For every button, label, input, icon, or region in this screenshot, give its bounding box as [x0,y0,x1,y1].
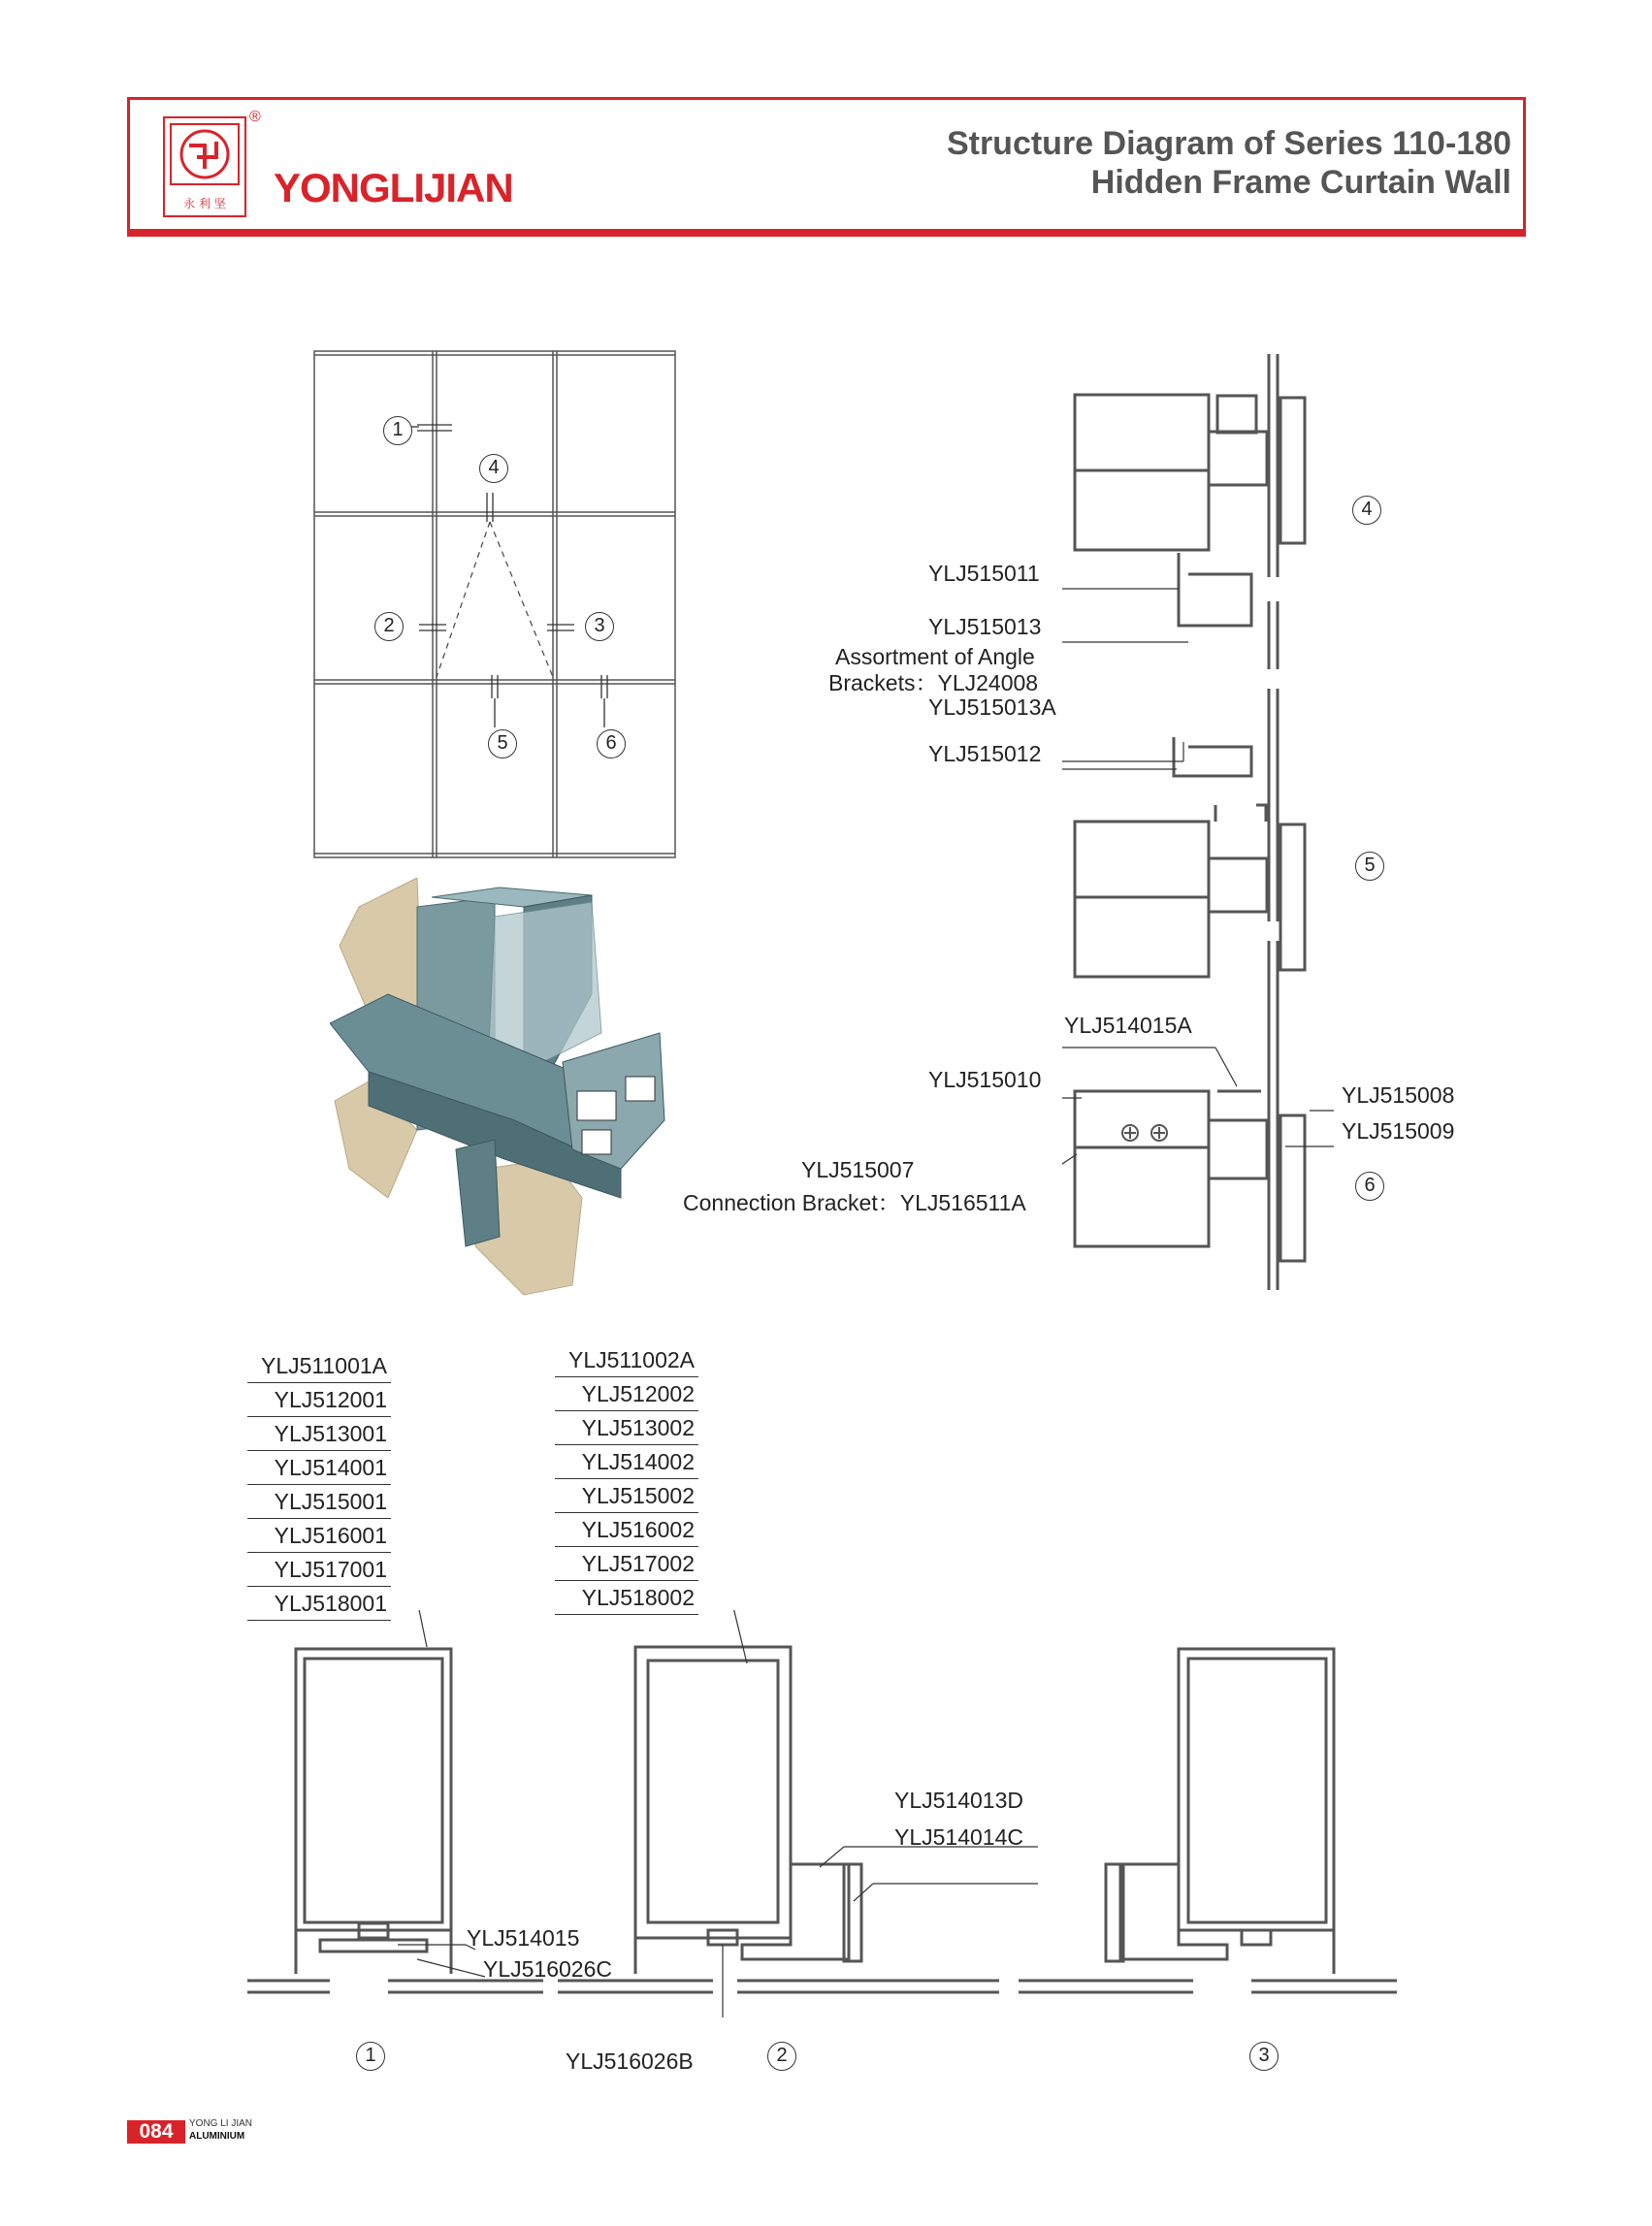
label-ylj515013: YLJ515013 [928,614,1042,639]
grid-marker-6: 6 [597,729,626,758]
page-title [947,124,1511,202]
label-ylj514015a: YLJ514015A [1064,1013,1192,1038]
part-list-row: YLJ513002 [555,1411,698,1445]
part-list-mullion-2 [555,1343,698,1615]
title-line-1: Structure Diagram of Series 110-180 [946,125,1511,162]
brand-name: YONGLIJIAN [274,165,513,210]
part-list-row: YLJ514002 [555,1445,698,1479]
section-marker-3: 3 [1249,2042,1279,2071]
svg-text:永 利 坚: 永 利 坚 [183,197,226,210]
label-ylj515012: YLJ515012 [928,741,1042,766]
grid-marker-1: 1 [383,416,412,445]
section-marker-2: 2 [767,2042,796,2071]
part-list-row: YLJ513001 [247,1417,391,1451]
part-list-row: YLJ517001 [247,1553,391,1587]
page-number: 084 [127,2120,185,2144]
vertical-section-drawing [1062,349,1334,1295]
part-list-row: YLJ516002 [555,1513,698,1547]
label-angle-brackets-1: Assortment of Angle [835,644,1035,669]
grid-marker-2: 2 [374,612,404,641]
label-ylj515011: YLJ515011 [928,561,1040,586]
label-ylj514013d: YLJ514013D [894,1788,1023,1813]
grid-marker-4: 4 [479,454,508,483]
label-ylj515007: YLJ515007 [801,1157,915,1182]
isometric-joint-render [330,878,679,1305]
grid-marker-5: 5 [488,729,517,758]
label-ylj516026c: YLJ516026C [483,1956,612,1982]
label-ylj515008: YLJ515008 [1342,1082,1455,1108]
brand-logo-icon [163,116,246,217]
title-line-2: Hidden Frame Curtain Wall [1090,164,1511,201]
grid-marker-3: 3 [585,612,614,641]
section-marker-1: 1 [356,2042,385,2071]
part-list-row: YLJ514001 [247,1451,391,1485]
label-angle-brackets-2: Brackets：YLJ24008 [828,670,1039,695]
part-list-row: YLJ511002A [555,1343,698,1377]
label-ylj515009: YLJ515009 [1342,1118,1455,1144]
header-rule [127,229,1526,237]
part-list-mullion-1 [247,1349,391,1621]
part-list-row: YLJ517002 [555,1547,698,1581]
part-list-row: YLJ515002 [555,1479,698,1513]
part-list-row: YLJ518002 [555,1581,698,1615]
registered-mark: ® [249,109,261,125]
footer-sub-line: ALUMINIUM [189,2131,245,2142]
part-list-row: YLJ518001 [247,1587,391,1621]
label-ylj516026b: YLJ516026B [566,2049,694,2074]
part-list-row: YLJ515001 [247,1485,391,1519]
part-list-row: YLJ516001 [247,1519,391,1553]
part-list-row: YLJ512002 [555,1377,698,1411]
section-marker-6: 6 [1355,1172,1384,1201]
label-ylj514015: YLJ514015 [467,1925,580,1951]
footer-brand-line: YONG LI JIAN [189,2118,253,2129]
section-marker-4: 4 [1352,496,1381,525]
horizontal-section-drawing [243,1610,1407,2017]
label-connection-bracket: Connection Bracket：YLJ516511A [683,1190,1026,1215]
elevation-grid [310,347,679,861]
part-list-row: YLJ512001 [247,1383,391,1417]
label-ylj515013a: YLJ515013A [928,694,1056,720]
label-ylj514014c: YLJ514014C [894,1824,1023,1850]
part-list-row: YLJ511001A [247,1349,391,1383]
label-ylj515010: YLJ515010 [928,1067,1042,1092]
section-marker-5: 5 [1355,852,1384,881]
